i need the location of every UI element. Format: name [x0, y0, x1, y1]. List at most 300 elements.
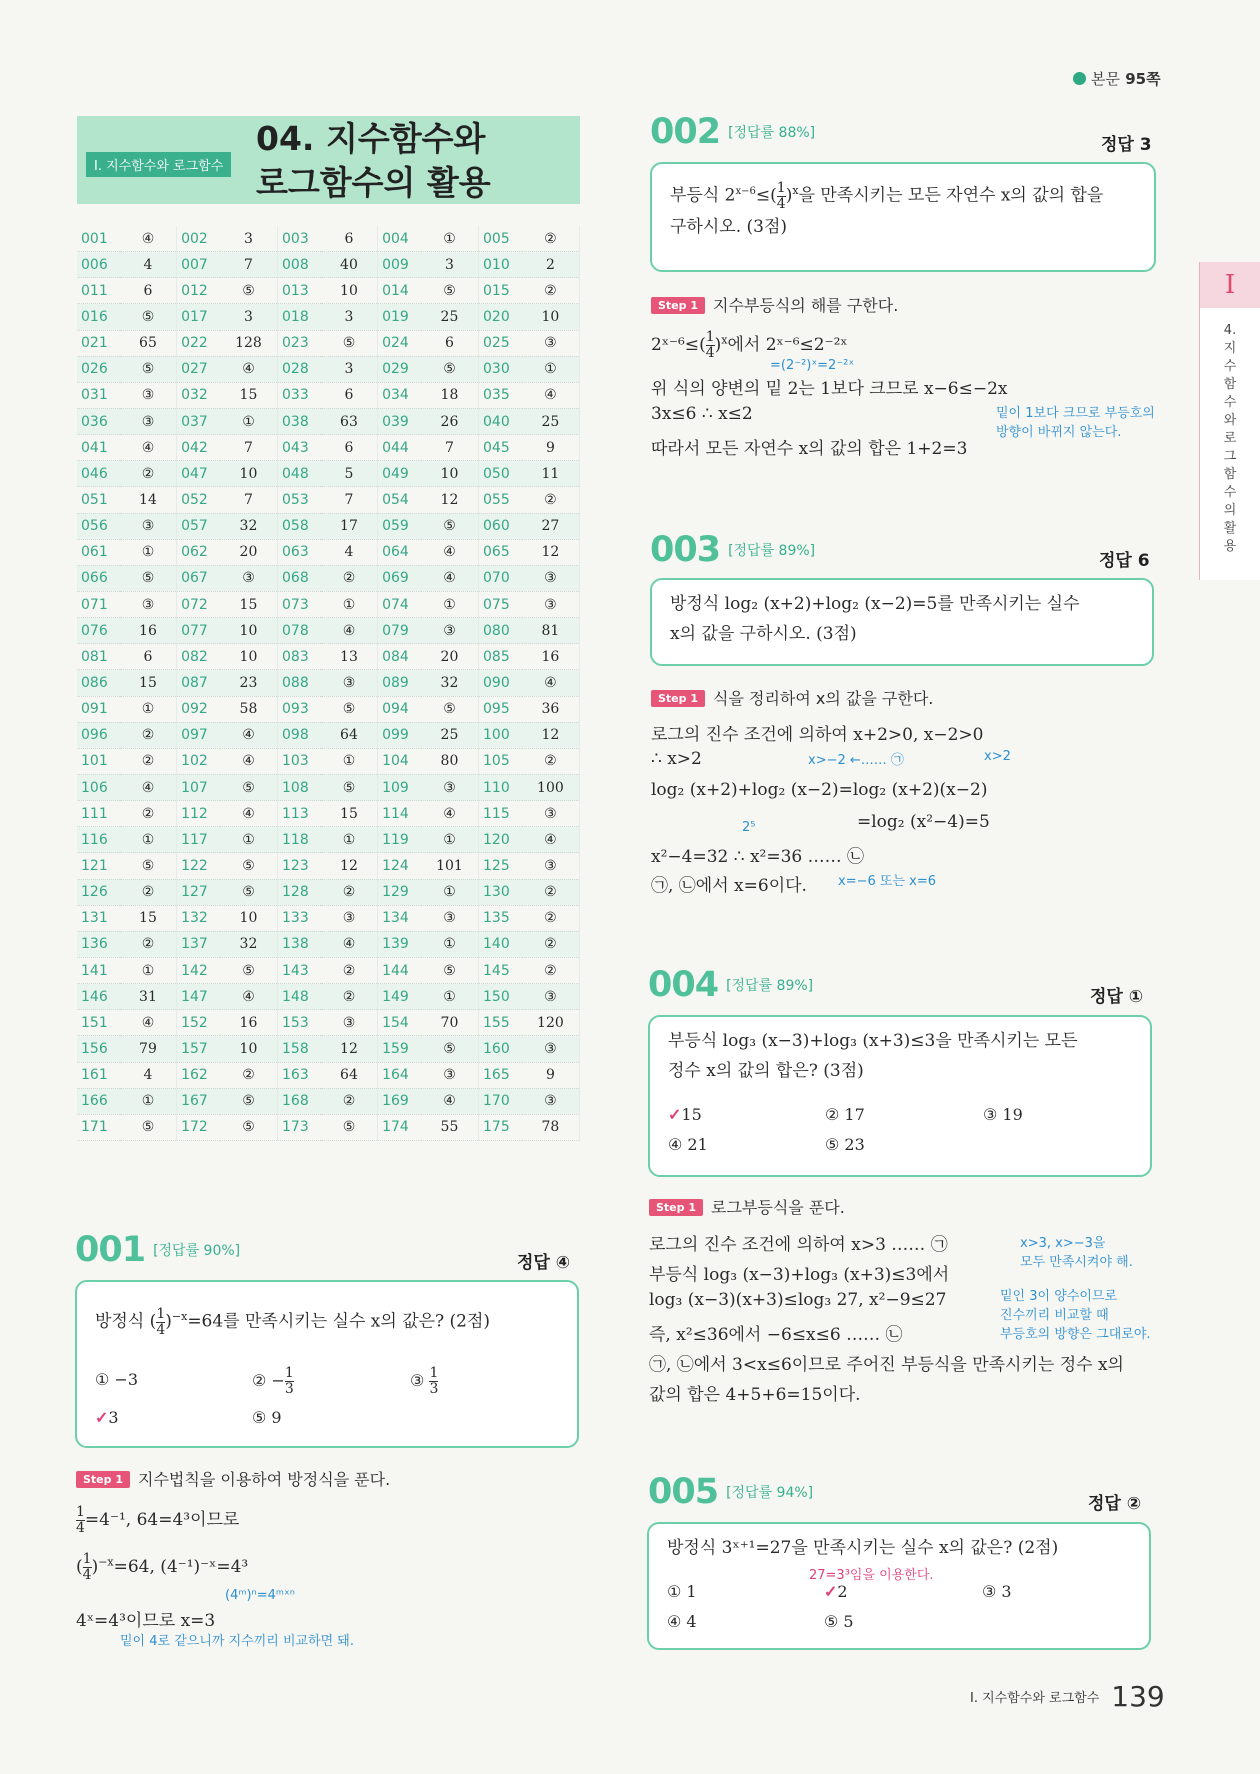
problem-number-cell: 004 [378, 226, 421, 252]
problem-number-cell: 108 [278, 774, 321, 800]
problem-number-cell: 106 [77, 774, 120, 800]
problem-number-cell: 141 [77, 957, 120, 983]
choice-5[interactable]: ⑤ 23 [825, 1135, 865, 1154]
answer-cell: ⑤ [220, 278, 278, 304]
answer-cell: 16 [220, 1010, 278, 1036]
solution-note: =(2⁻²)ˣ=2⁻²ˣ [770, 358, 855, 373]
problem-number-cell: 055 [479, 487, 522, 513]
answer-cell: ⑤ [120, 565, 177, 591]
answer-cell: ④ [120, 435, 177, 461]
solution-line: 3x≤6 ∴ x≤2 [651, 404, 753, 424]
choice-4[interactable]: ④ 4 [667, 1612, 697, 1631]
choice-4[interactable]: ✓3 [95, 1408, 119, 1427]
page-footer: I. 지수함수와 로그함수 139 [970, 1680, 1165, 1713]
answer-cell: 3 [220, 304, 278, 330]
side-tab-roman: I [1200, 262, 1260, 308]
problem-number-cell: 002 [177, 226, 220, 252]
problem-number-cell: 128 [278, 879, 321, 905]
problem-number-cell: 010 [479, 252, 522, 278]
problem-number-cell: 153 [278, 1010, 321, 1036]
answer-cell: ③ [120, 513, 177, 539]
problem-number-cell: 068 [278, 565, 321, 591]
answer-cell: 36 [522, 696, 580, 722]
problem-number-cell: 078 [278, 618, 321, 644]
answer-cell: ③ [120, 408, 177, 434]
answer-cell: ② [522, 957, 580, 983]
answer-cell: 26 [421, 408, 479, 434]
answer-cell: ③ [120, 382, 177, 408]
answer-cell: 6 [120, 278, 177, 304]
answer-cell: 20 [421, 644, 479, 670]
problem-number-cell: 096 [77, 722, 120, 748]
problem-005-box: 방정식 3ˣ⁺¹=27을 만족시키는 실수 x의 값은? (2점) 27=3³임을 이용한다. ① 1 ✓2 ③ 3 ④ 4 ⑤ 5 [647, 1522, 1151, 1650]
answer-cell: 14 [120, 487, 177, 513]
answer-cell: ② [120, 748, 177, 774]
check-mark-icon: ✓ [668, 1105, 682, 1124]
table-row [77, 461, 580, 487]
answer-cell: ④ [220, 356, 278, 382]
answer-cell: ⑤ [120, 1114, 177, 1140]
answer-cell: ① [120, 696, 177, 722]
problem-number-cell: 039 [378, 408, 421, 434]
problem-number-cell: 031 [77, 382, 120, 408]
problem-number-cell: 175 [479, 1114, 522, 1140]
solution-line: 위 식의 양변의 밑 2는 1보다 크므로 x−6≤−2x [651, 379, 1008, 399]
problem-002-box: 부등식 $2^{x-6}\le$( $\frac{1}{4}$ )$^x$을 만족시키는 모든 자연수 x의 값의 합을 구하시오. (3점) [650, 162, 1156, 272]
answer-cell: ④ [522, 382, 580, 408]
table-row [77, 513, 580, 539]
problem-number-cell: 026 [77, 356, 120, 382]
problem-number-cell: 044 [378, 435, 421, 461]
problem-number-cell: 112 [177, 801, 220, 827]
answer-cell: ③ [522, 984, 580, 1010]
answer-cell: ④ [120, 1010, 177, 1036]
answer-cell: 80 [421, 748, 479, 774]
choice-5[interactable]: ⑤ 5 [824, 1612, 854, 1631]
answer-cell: 6 [421, 330, 479, 356]
problem-number-cell: 079 [378, 618, 421, 644]
table-row [77, 1036, 580, 1062]
solution-line: ㉠, ㉡에서 3<x≤6이므로 주어진 부등식을 만족시키는 정수 x의 [649, 1355, 1124, 1375]
problem-number-cell: 064 [378, 539, 421, 565]
problem-number-cell: 109 [378, 774, 421, 800]
problem-number-cell: 169 [378, 1088, 421, 1114]
problem-number-cell: 075 [479, 591, 522, 617]
answer-cell: 4 [120, 252, 177, 278]
problem-number-cell: 016 [77, 304, 120, 330]
problem-number-cell: 151 [77, 1010, 120, 1036]
answer-cell: ④ [220, 984, 278, 1010]
answer-cell: ① [220, 827, 278, 853]
answer-cell: ③ [522, 565, 580, 591]
table-row [77, 565, 580, 591]
problem-number-cell: 107 [177, 774, 220, 800]
check-mark-icon: ✓ [95, 1408, 109, 1427]
solution-note: 밑인 3이 양수이므로 진수끼리 비교할 때 부등호의 방향은 그대로야. [1000, 1289, 1151, 1342]
answer-cell: ② [120, 801, 177, 827]
answer-cell: 25 [522, 408, 580, 434]
answer-cell: 12 [321, 1036, 378, 1062]
table-row [77, 827, 580, 853]
answer-cell: 4 [120, 1062, 177, 1088]
problem-number-cell: 101 [77, 748, 120, 774]
answer-cell: ② [120, 879, 177, 905]
problem-number-cell: 161 [77, 1062, 120, 1088]
problem-number-cell: 083 [278, 644, 321, 670]
answer-cell: 23 [220, 670, 278, 696]
table-row [77, 801, 580, 827]
answer-label: 정답 3 [1101, 135, 1152, 155]
table-row [77, 670, 580, 696]
table-row [77, 539, 580, 565]
chapter-label: I. 지수함수와 로그함수 [86, 152, 231, 177]
problem-number-cell: 103 [278, 748, 321, 774]
choice-4[interactable]: ④ 21 [668, 1135, 708, 1154]
problem-number-cell: 034 [378, 382, 421, 408]
problem-005-header: 005 [정답률 94%] [648, 1472, 814, 1512]
answer-cell: ② [522, 905, 580, 931]
answer-cell: 17 [321, 513, 378, 539]
answer-cell: 6 [321, 382, 378, 408]
choice-2[interactable]: ② 17 [825, 1105, 865, 1124]
problem-number-cell: 157 [177, 1036, 220, 1062]
choice-3[interactable]: ③ 19 [983, 1105, 1023, 1124]
problem-number-cell: 104 [378, 748, 421, 774]
problem-number-cell: 159 [378, 1036, 421, 1062]
problem-number-cell: 150 [479, 984, 522, 1010]
problem-number-cell: 027 [177, 356, 220, 382]
table-row [77, 304, 580, 330]
answer-cell: ③ [421, 774, 479, 800]
problem-number-cell: 063 [278, 539, 321, 565]
problem-number-cell: 032 [177, 382, 220, 408]
table-row [77, 487, 580, 513]
table-row [77, 931, 580, 957]
table-row [77, 879, 580, 905]
answer-table [77, 226, 580, 1141]
table-row [77, 853, 580, 879]
table-row [77, 748, 580, 774]
problem-number-cell: 060 [479, 513, 522, 539]
problem-number-cell: 146 [77, 984, 120, 1010]
problem-number-cell: 156 [77, 1036, 120, 1062]
answer-cell: ② [321, 879, 378, 905]
solution-line: 로그의 진수 조건에 의하여 x>3 …… ㉠ [649, 1235, 948, 1255]
answer-cell: ① [321, 591, 378, 617]
answer-cell: 7 [220, 487, 278, 513]
problem-number-cell: 017 [177, 304, 220, 330]
answer-cell: ④ [220, 801, 278, 827]
step-heading: Step 1 로그부등식을 푼다. [649, 1195, 845, 1218]
problem-number-cell: 080 [479, 618, 522, 644]
problem-number-cell: 090 [479, 670, 522, 696]
answer-cell: ③ [522, 801, 580, 827]
answer-cell: ② [321, 984, 378, 1010]
answer-cell: 10 [220, 1036, 278, 1062]
answer-cell: ④ [321, 618, 378, 644]
problem-number-cell: 042 [177, 435, 220, 461]
problem-number-cell: 100 [479, 722, 522, 748]
problem-number-cell: 092 [177, 696, 220, 722]
answer-label: 정답 ④ [517, 1253, 571, 1273]
problem-number-cell: 158 [278, 1036, 321, 1062]
problem-004-box: 부등식 log₃ (x−3)+log₃ (x+3)≤3을 만족시키는 모든 정수 x의 값의 합은? (3점) ✓15 ② 17 ③ 19 ④ 21 ⑤ 23 [648, 1015, 1152, 1177]
problem-number-cell: 088 [278, 670, 321, 696]
problem-number-cell: 033 [278, 382, 321, 408]
problem-number-cell: 163 [278, 1062, 321, 1088]
solution-note: x=−6 또는 x=6 [838, 874, 936, 889]
answer-cell: ① [421, 226, 479, 252]
problem-number-cell: 020 [479, 304, 522, 330]
problem-number-cell: 011 [77, 278, 120, 304]
answer-cell: 101 [421, 853, 479, 879]
problem-number-cell: 120 [479, 827, 522, 853]
problem-number-cell: 045 [479, 435, 522, 461]
problem-number-cell: 014 [378, 278, 421, 304]
table-row [77, 774, 580, 800]
problem-001-box: 방정식 ( $\frac{1}{4}$ )$^{-x}$=64를 만족시키는 실수 x의 값은? (2점) ① −3 ② − $\frac{1}{3}$ ③ $\frac{1}{3}$ ✓3 ⑤ 9 [75, 1280, 579, 1448]
solution-line: x²−4=32 ∴ x²=36 …… ㉡ [651, 847, 865, 867]
choice-5[interactable]: ⑤ 9 [252, 1408, 282, 1427]
answer-cell: 100 [522, 774, 580, 800]
problem-number-cell: 024 [378, 330, 421, 356]
answer-cell: ② [120, 461, 177, 487]
solution-note: 밑이 4로 같으니까 지수끼리 비교하면 돼. [120, 1634, 354, 1649]
answer-cell: ② [321, 1088, 378, 1114]
solution-line: 따라서 모든 자연수 x의 값의 합은 1+2=3 [651, 439, 968, 459]
problem-number-cell: 167 [177, 1088, 220, 1114]
problem-number-cell: 098 [278, 722, 321, 748]
answer-cell: ④ [120, 226, 177, 252]
problem-number-cell: 094 [378, 696, 421, 722]
solution-note: x>−2 ←…… ㉠ [808, 753, 904, 768]
problem-number-cell: 001 [77, 226, 120, 252]
answer-cell: 12 [522, 722, 580, 748]
answer-cell: 3 [321, 356, 378, 382]
answer-cell: 10 [421, 461, 479, 487]
problem-number-cell: 035 [479, 382, 522, 408]
answer-cell: 63 [321, 408, 378, 434]
problem-number-cell: 043 [278, 435, 321, 461]
problem-number-cell: 170 [479, 1088, 522, 1114]
table-row [77, 226, 580, 252]
answer-cell: 15 [120, 670, 177, 696]
problem-number-cell: 130 [479, 879, 522, 905]
problem-number-cell: 139 [378, 931, 421, 957]
problem-number-cell: 097 [177, 722, 220, 748]
table-row [77, 435, 580, 461]
problem-number-cell: 069 [378, 565, 421, 591]
page-reference: 본문 95쪽 [1073, 68, 1161, 89]
problem-number-cell: 117 [177, 827, 220, 853]
problem-number-cell: 076 [77, 618, 120, 644]
table-row [77, 330, 580, 356]
problem-number-cell: 143 [278, 957, 321, 983]
problem-number-cell: 013 [278, 278, 321, 304]
solution-line: ( $\frac{1}{4}$ )$^{-x}$=64, (4⁻¹)⁻ˣ=4³ [76, 1551, 249, 1583]
answer-cell: 9 [522, 435, 580, 461]
problem-number-cell: 091 [77, 696, 120, 722]
problem-number-cell: 029 [378, 356, 421, 382]
answer-cell: ① [220, 408, 278, 434]
choice-1[interactable]: ✓15 [668, 1105, 702, 1124]
table-row [77, 278, 580, 304]
table-row [77, 957, 580, 983]
answer-cell: ② [220, 1062, 278, 1088]
answer-cell: ⑤ [421, 513, 479, 539]
answer-cell: ④ [421, 539, 479, 565]
answer-cell: ① [321, 827, 378, 853]
problem-number-cell: 134 [378, 905, 421, 931]
answer-cell: ③ [321, 1010, 378, 1036]
problem-number-cell: 087 [177, 670, 220, 696]
answer-cell: ⑤ [321, 330, 378, 356]
problem-number-cell: 038 [278, 408, 321, 434]
problem-number-cell: 028 [278, 356, 321, 382]
table-row [77, 618, 580, 644]
problem-002-header: 002 [정답률 88%] [650, 112, 816, 152]
answer-cell: 7 [321, 487, 378, 513]
solution-line: ∴ x>2 [651, 749, 702, 769]
choice-3[interactable]: ③ $\frac{1}{3}$ [410, 1365, 439, 1397]
answer-cell: ③ [321, 905, 378, 931]
answer-cell: ① [120, 827, 177, 853]
answer-cell: ② [522, 748, 580, 774]
answer-cell: ⑤ [321, 1114, 378, 1140]
table-row [77, 1114, 580, 1140]
answer-cell: ③ [522, 591, 580, 617]
solution-line: log₂ (x+2)+log₂ (x−2)=log₂ (x+2)(x−2) [651, 780, 988, 800]
answer-cell: ③ [522, 330, 580, 356]
answer-cell: ③ [522, 1036, 580, 1062]
table-row [77, 1010, 580, 1036]
table-row [77, 382, 580, 408]
answer-cell: 9 [522, 1062, 580, 1088]
problem-number-cell: 166 [77, 1088, 120, 1114]
answer-cell: 4 [321, 539, 378, 565]
problem-number-cell: 125 [479, 853, 522, 879]
problem-number-cell: 047 [177, 461, 220, 487]
answer-cell: 55 [421, 1114, 479, 1140]
problem-number-cell: 114 [378, 801, 421, 827]
answer-cell: 128 [220, 330, 278, 356]
choice-1[interactable]: ① 1 [667, 1582, 697, 1601]
problem-number-cell: 111 [77, 801, 120, 827]
table-row [77, 1062, 580, 1088]
solution-note: x>2 [984, 749, 1011, 764]
problem-number-cell: 081 [77, 644, 120, 670]
problem-number-cell: 049 [378, 461, 421, 487]
answer-cell: ② [522, 487, 580, 513]
solution-line: 4ˣ=4³이므로 x=3 [76, 1611, 216, 1631]
problem-number-cell: 137 [177, 931, 220, 957]
problem-number-cell: 138 [278, 931, 321, 957]
problem-number-cell: 147 [177, 984, 220, 1010]
answer-cell: 16 [120, 618, 177, 644]
answer-cell: ⑤ [421, 278, 479, 304]
page-number: 139 [1111, 1680, 1165, 1713]
answer-cell: 70 [421, 1010, 479, 1036]
answer-cell: 15 [220, 382, 278, 408]
table-row [77, 252, 580, 278]
section-title: 04. 지수함수와 로그함수의 활용 [256, 119, 491, 202]
chapter-side-tab [1199, 262, 1260, 580]
answer-cell: ① [120, 539, 177, 565]
side-tab-title: 4.지수함수와로그함수의활용 [1223, 323, 1237, 554]
answer-cell: 40 [321, 252, 378, 278]
choice-2[interactable]: ② − $\frac{1}{3}$ [252, 1365, 294, 1397]
problem-number-cell: 071 [77, 591, 120, 617]
problem-number-cell: 082 [177, 644, 220, 670]
answer-cell: ③ [321, 670, 378, 696]
answer-cell: 31 [120, 984, 177, 1010]
problem-number-cell: 140 [479, 931, 522, 957]
problem-number-cell: 171 [77, 1114, 120, 1140]
problem-number-cell: 119 [378, 827, 421, 853]
problem-number-cell: 144 [378, 957, 421, 983]
step-heading: Step 1 지수부등식의 해를 구한다. [651, 293, 898, 316]
answer-cell: 16 [522, 644, 580, 670]
solution-line: 2ˣ⁻⁶≤( $\frac{1}{4}$ )$^x$에서 2ˣ⁻⁶≤2⁻²ˣ [651, 329, 848, 361]
solution-line: =log₂ (x²−4)=5 [857, 812, 990, 832]
answer-cell: 32 [220, 931, 278, 957]
answer-cell: ⑤ [120, 304, 177, 330]
answer-cell: ⑤ [120, 853, 177, 879]
problem-number-cell: 174 [378, 1114, 421, 1140]
answer-cell: 13 [321, 644, 378, 670]
problem-number-cell: 131 [77, 905, 120, 931]
choice-3[interactable]: ③ 3 [982, 1582, 1012, 1601]
problem-number-cell: 148 [278, 984, 321, 1010]
problem-number-cell: 015 [479, 278, 522, 304]
problem-number-cell: 165 [479, 1062, 522, 1088]
answer-cell: 120 [522, 1010, 580, 1036]
problem-number-cell: 122 [177, 853, 220, 879]
choice-2[interactable]: ✓2 [824, 1582, 848, 1601]
answer-cell: ② [321, 565, 378, 591]
answer-cell: 18 [421, 382, 479, 408]
answer-cell: ① [421, 827, 479, 853]
table-row [77, 644, 580, 670]
answer-cell: ② [120, 931, 177, 957]
problem-number-cell: 072 [177, 591, 220, 617]
problem-003-box: 방정식 log₂ (x+2)+log₂ (x−2)=5를 만족시키는 실수 x의 값을 구하시오. (3점) [650, 578, 1154, 666]
answer-cell: ⑤ [321, 696, 378, 722]
answer-cell: 25 [421, 722, 479, 748]
problem-number-cell: 172 [177, 1114, 220, 1140]
problem-number-cell: 089 [378, 670, 421, 696]
answer-cell: ⑤ [120, 356, 177, 382]
answer-cell: ① [421, 591, 479, 617]
answer-cell: 15 [321, 801, 378, 827]
answer-cell: ① [421, 984, 479, 1010]
problem-001-header: 001 [정답률 90%] [75, 1230, 241, 1270]
problem-number-cell: 155 [479, 1010, 522, 1036]
table-row [77, 591, 580, 617]
problem-number-cell: 110 [479, 774, 522, 800]
choice-1[interactable]: ① −3 [95, 1370, 139, 1389]
problem-number-cell: 162 [177, 1062, 220, 1088]
answer-cell: 2 [522, 252, 580, 278]
answer-cell: ④ [321, 931, 378, 957]
answer-cell: ② [120, 722, 177, 748]
answer-cell: 11 [522, 461, 580, 487]
answer-cell: ③ [220, 565, 278, 591]
answer-cell: ① [120, 1088, 177, 1114]
answer-cell: ⑤ [421, 957, 479, 983]
problem-number-cell: 115 [479, 801, 522, 827]
answer-cell: 10 [321, 278, 378, 304]
